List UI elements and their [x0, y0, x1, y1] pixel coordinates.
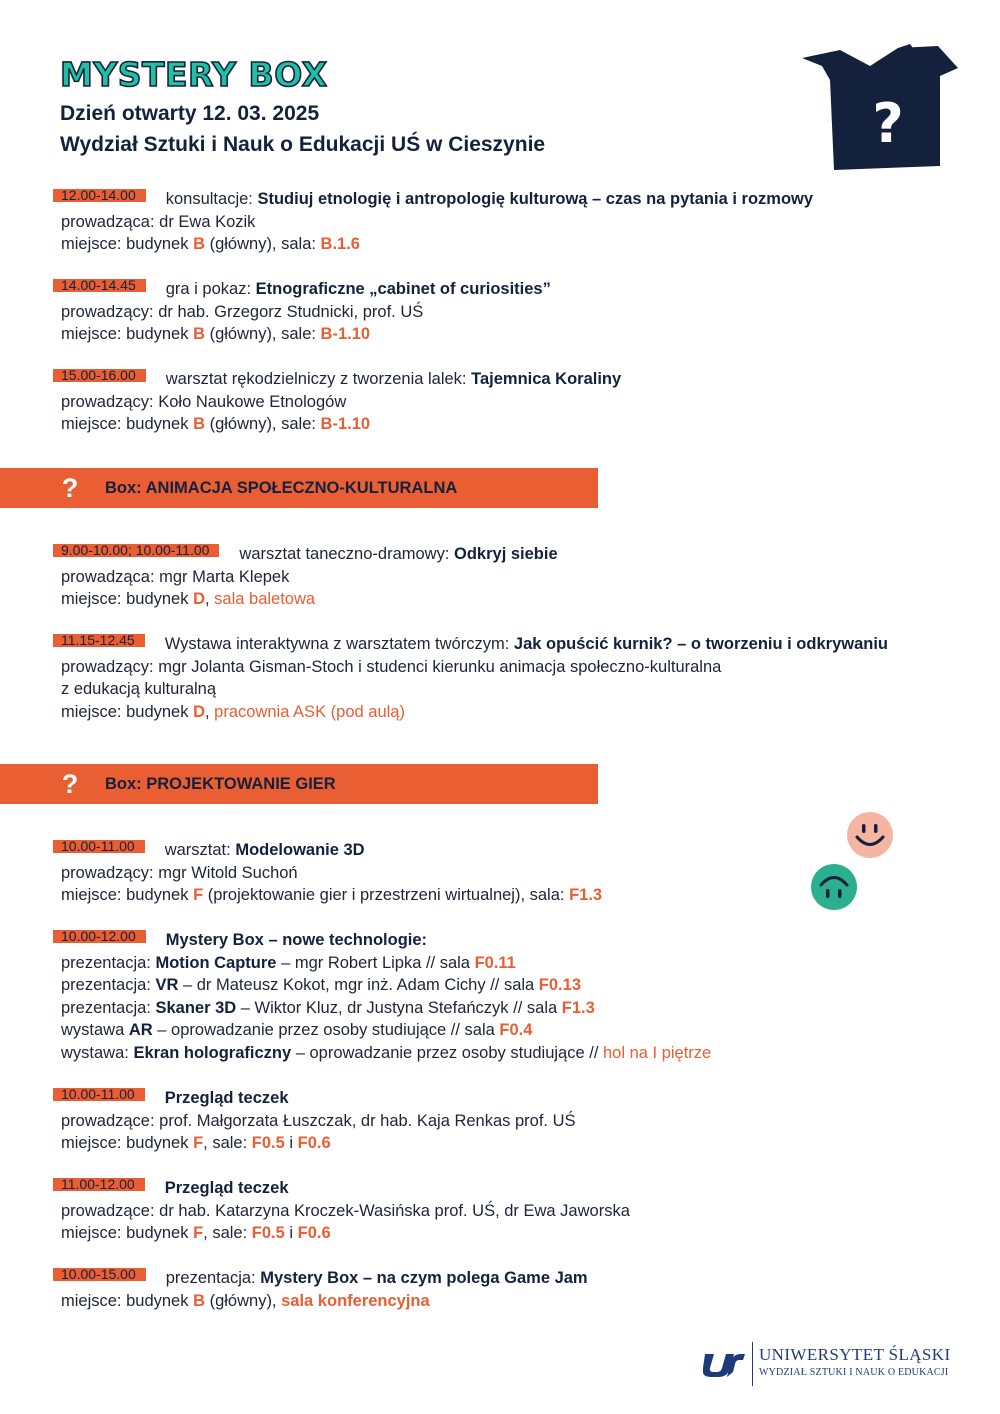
event-game-show	[53, 278, 983, 346]
section-title: Box: PROJEKTOWANIE GIER	[105, 774, 336, 793]
place-line: miejsce: budynek F, sale: F0.5 i F0.6	[61, 1224, 331, 1243]
time-badge: 9.00-10.00; 10.00-11.00	[53, 544, 219, 557]
faculty-name: Wydział Sztuki i Nauk o Edukacji UŚ w Cieszynie	[60, 133, 546, 156]
event-type: Wystawa interaktywna z warsztatem twórczym:	[164, 635, 510, 653]
building-code: B	[193, 415, 205, 434]
room-name: pracownia ASK (pod aulą)	[214, 702, 405, 721]
place-line: miejsce: budynek F, sale: F0.5 i F0.6	[61, 1134, 331, 1153]
host-line: prowadząca: mgr Marta Klepek	[61, 567, 290, 586]
event-doll-workshop	[53, 368, 983, 436]
time-badge: 11.00-12.00	[53, 1178, 145, 1191]
host-line: prowadzące: dr hab. Katarzyna Kroczek-Wasińska prof. UŚ, dr Ewa Jaworska	[61, 1201, 630, 1220]
building-code: B	[193, 235, 205, 254]
host-line: prowadzący: mgr Jolanta Gisman-Stoch i studenci kierunku animacja społeczno-kulturalna	[61, 657, 722, 676]
host-line: prowadzący: mgr Witold Suchoń	[61, 863, 298, 882]
host-line-continued: z edukacją kulturalną	[61, 680, 217, 699]
room-code: F0.11	[474, 953, 516, 972]
event-type: warsztat:	[164, 841, 231, 859]
event-consultation	[53, 188, 983, 256]
place-line: miejsce: budynek B (główny), sala: B.1.6	[61, 235, 360, 254]
event-3d-modeling	[53, 839, 983, 907]
question-mark-icon: ?	[61, 472, 79, 503]
time-badge: 10.00-11.00	[53, 1088, 145, 1101]
event-game-jam	[53, 1267, 983, 1312]
event-title: Odkryj siebie	[454, 545, 558, 563]
room-code: F0.6	[297, 1224, 331, 1243]
time-badge: 15.00-16.00	[53, 369, 146, 382]
time-badge: 10.00-12.00	[53, 930, 146, 943]
room-code: B.1.6	[320, 235, 360, 254]
room-code: F1.3	[569, 886, 603, 905]
time-badge: 12.00-14.00	[53, 189, 146, 202]
building-code: D	[193, 702, 205, 721]
building-code: F	[193, 1224, 204, 1243]
room-code: F0.5	[251, 1224, 285, 1243]
time-badge: 14.00-14.45	[53, 279, 146, 292]
event-title: Mystery Box – na czym polega Game Jam	[260, 1269, 588, 1287]
building-code: F	[193, 886, 204, 905]
event-title: Mystery Box – nowe technologie:	[165, 931, 428, 949]
event-portfolio-review-1	[53, 1087, 983, 1155]
room-name: sala konferencyjna	[281, 1291, 430, 1310]
place-line: miejsce: budynek B (główny), sale: B-1.10	[61, 415, 371, 434]
room-code: F1.3	[561, 998, 595, 1017]
university-logo-icon	[703, 1350, 745, 1378]
host-line: prowadzący: dr hab. Grzegorz Studnicki, prof. UŚ	[61, 302, 424, 321]
event-dance-workshop	[53, 543, 983, 611]
question-mark-icon: ?	[61, 768, 79, 799]
room-code: F0.4	[499, 1021, 533, 1040]
place-line: miejsce: budynek D, pracownia ASK (pod aulą)	[61, 702, 405, 721]
place-line: miejsce: budynek B (główny), sale: B-1.10	[61, 325, 371, 344]
room-code: B-1.10	[320, 415, 371, 434]
faculty-subtitle: WYDZIAŁ SZTUKI I NAUK O EDUKACJI	[759, 1367, 949, 1378]
list-item: prezentacja: Motion Capture – mgr Robert Lipka // sala F0.11	[61, 953, 516, 972]
event-new-technologies	[53, 929, 983, 1065]
time-badge: 10.00-11.00	[53, 840, 145, 853]
list-item: prezentacja: VR – dr Mateusz Kokot, mgr inż. Adam Cichy // sala F0.13	[61, 976, 581, 995]
event-title: Przegląd teczek	[164, 1089, 289, 1107]
event-title: Studiuj etnologię i antropologię kulturową – czas na pytania i rozmowy	[257, 190, 814, 208]
room-name: hol na I piętrze	[603, 1043, 712, 1062]
logo-divider	[752, 1342, 753, 1386]
event-date: Dzień otwarty 12. 03. 2025	[60, 102, 320, 125]
section-header-projektowanie-gier	[0, 764, 598, 804]
host-line: prowadzący: Koło Naukowe Etnologów	[61, 392, 347, 411]
event-title: Tajemnica Koraliny	[471, 370, 622, 388]
event-type: gra i pokaz:	[165, 280, 252, 298]
event-portfolio-review-2	[53, 1177, 983, 1245]
section-header-animacja	[0, 468, 598, 508]
page-title: MYSTERY BOX	[60, 55, 328, 94]
room-code: F0.6	[297, 1134, 331, 1153]
host-line: prowadząca: dr Ewa Kozik	[61, 212, 256, 231]
university-logo[interactable]	[703, 1342, 963, 1388]
building-code: D	[193, 590, 205, 609]
building-code: F	[193, 1134, 204, 1153]
event-exhibition	[53, 633, 983, 723]
event-type: warsztat taneczno-dramowy:	[239, 545, 450, 563]
event-type: prezentacja:	[165, 1269, 256, 1287]
section-title: Box: ANIMACJA SPOŁECZNO-KULTURALNA	[105, 478, 458, 497]
host-line: prowadzące: prof. Małgorzata Łuszczak, dr hab. Kaja Renkas prof. UŚ	[61, 1111, 576, 1130]
list-item: prezentacja: Skaner 3D – Wiktor Kluz, dr Justyna Stefańczyk // sala F1.3	[61, 998, 595, 1017]
university-name: UNIWERSYTET ŚLĄSKI	[759, 1345, 951, 1364]
svg-text:?: ?	[872, 92, 904, 155]
time-badge: 10.00-15.00	[53, 1268, 146, 1281]
place-line: miejsce: budynek B (główny), sala konferencyjna	[61, 1291, 430, 1310]
room-name: sala baletowa	[214, 590, 316, 609]
list-item: wystawa AR – oprowadzanie przez osoby studiujące // sala F0.4	[61, 1021, 533, 1040]
event-title: Jak opuścić kurnik? – o tworzeniu i odkrywaniu	[513, 635, 888, 653]
room-code: F0.13	[538, 976, 581, 995]
event-title: Modelowanie 3D	[235, 841, 365, 859]
event-type: warsztat rękodzielniczy z tworzenia lalek:	[165, 370, 467, 388]
place-line: miejsce: budynek F (projektowanie gier i przestrzeni wirtualnej), sala: F1.3	[61, 886, 603, 905]
place-line: miejsce: budynek D, sala baletowa	[61, 590, 316, 609]
building-code: B	[193, 1291, 205, 1310]
event-title: Etnograficzne „cabinet of curiosities”	[255, 280, 551, 298]
event-type: konsultacje:	[165, 190, 253, 208]
building-code: B	[193, 325, 205, 344]
event-title: Przegląd teczek	[164, 1179, 289, 1197]
room-code: F0.5	[251, 1134, 285, 1153]
box-question-icon	[800, 44, 960, 170]
time-badge: 11.15-12.45	[53, 634, 145, 647]
room-code: B-1.10	[320, 325, 371, 344]
list-item: wystawa: Ekran holograficzny – oprowadzanie przez osoby studiujące // hol na I piętrze	[61, 1043, 712, 1062]
